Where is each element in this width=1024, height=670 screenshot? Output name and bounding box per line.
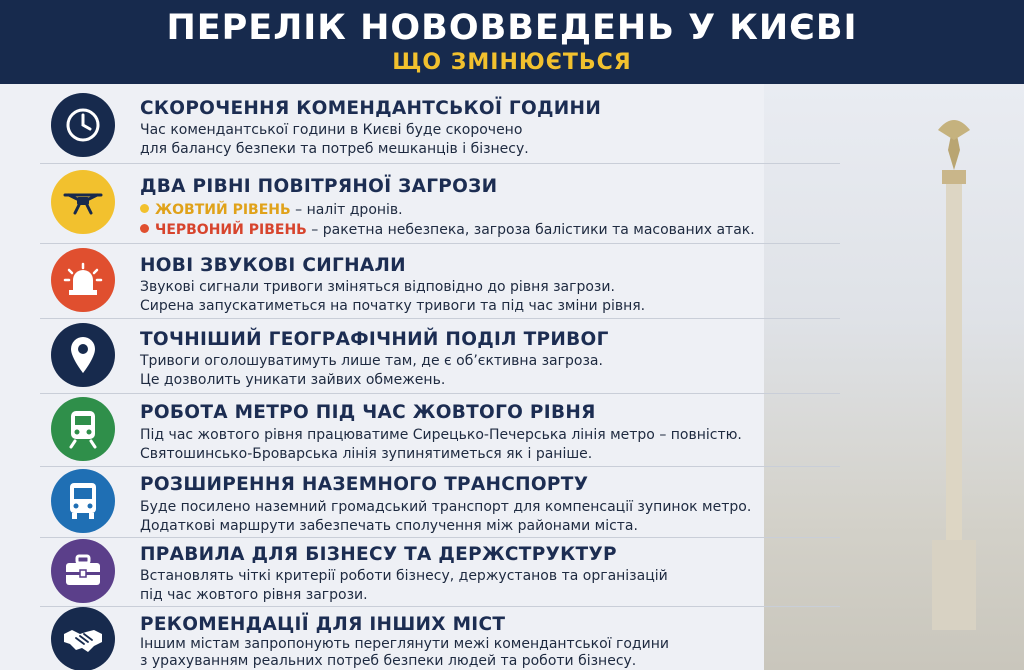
divider	[40, 318, 840, 319]
metro-train-icon	[51, 397, 115, 461]
bus-icon	[51, 469, 115, 533]
divider	[40, 243, 840, 244]
item-text: Тривоги оголошуватимуть лише там, де є об’єктивна загроза.	[140, 353, 603, 369]
item-text: Додаткові маршрути забезпечать сполучення між районами міста.	[140, 518, 638, 534]
item-title: НОВІ ЗВУКОВІ СИГНАЛИ	[140, 255, 406, 276]
item-title: ДВА РІВНІ ПОВІТРЯНОЇ ЗАГРОЗИ	[140, 176, 498, 197]
yellow-dot-icon	[140, 204, 149, 213]
item-text: під час жовтого рівня загрози.	[140, 587, 368, 603]
list-item	[40, 166, 840, 242]
item-text: Під час жовтого рівня працюватиме Сирецько-Печерська лінія метро – повністю.	[140, 427, 742, 443]
yellow-level-label: ЖОВТИЙ РІВЕНЬ	[155, 202, 291, 218]
location-pin-icon	[51, 323, 115, 387]
page-title: ПЕРЕЛІК НОВОВВЕДЕНЬ У КИЄВІ	[166, 8, 858, 48]
drone-icon	[51, 170, 115, 234]
list-item	[40, 538, 840, 608]
header-banner	[0, 0, 1024, 84]
divider	[40, 393, 840, 394]
item-title: ТОЧНІШИЙ ГЕОГРАФІЧНИЙ ПОДІЛ ТРИВОГ	[140, 329, 609, 350]
item-text: для балансу безпеки та потреб мешканців і бізнесу.	[140, 141, 529, 157]
item-text: Час комендантської години в Києві буде скорочено	[140, 122, 523, 138]
clock-icon	[51, 93, 115, 157]
red-level-text: – ракетна небезпека, загроза балістики та масованих атак.	[306, 222, 755, 238]
independence-monument-image	[924, 110, 984, 630]
item-title: РОЗШИРЕННЯ НАЗЕМНОГО ТРАНСПОРТУ	[140, 474, 589, 495]
yellow-level-text: – наліт дронів.	[290, 202, 403, 218]
red-level-label: ЧЕРВОНИЙ РІВЕНЬ	[155, 222, 307, 238]
list-item	[40, 321, 840, 393]
list-item	[40, 468, 840, 540]
item-title: ПРАВИЛА ДЛЯ БІЗНЕСУ ТА ДЕРЖСТРУКТУР	[140, 544, 617, 565]
item-title: РОБОТА МЕТРО ПІД ЧАС ЖОВТОГО РІВНЯ	[140, 402, 596, 423]
item-text: Встановлять чіткі критерії роботи бізнесу, держустанов та організацій	[140, 568, 668, 584]
item-text: Святошинсько-Броварська лінія зупинятиметься як і раніше.	[140, 446, 593, 462]
handshake-icon	[51, 607, 115, 670]
item-text: Звукові сигнали тривоги зміняться відповідно до рівня загрози.	[140, 279, 615, 295]
item-text: Іншим містам запропонують переглянути межі комендантської години	[140, 636, 669, 652]
list-item	[40, 90, 840, 162]
red-level-line	[140, 222, 755, 238]
item-title: СКОРОЧЕННЯ КОМЕНДАНТСЬКОЇ ГОДИНИ	[140, 98, 602, 119]
page-subtitle: ЩО ЗМІНЮЄТЬСЯ	[392, 50, 632, 75]
briefcase-icon	[51, 539, 115, 603]
item-text: Сирена запускатиметься на початку тривоги та під час зміни рівня.	[140, 298, 646, 314]
item-text: з урахуванням реальних потреб безпеки людей та роботи бізнесу.	[140, 653, 637, 669]
divider	[40, 163, 840, 164]
list-item	[40, 396, 840, 468]
list-item	[40, 245, 840, 317]
item-title: РЕКОМЕНДАЦІЇ ДЛЯ ІНШИХ МІСТ	[140, 614, 506, 635]
item-text: Буде посилено наземний громадський транспорт для компенсації зупинок метро.	[140, 499, 752, 515]
item-text: Це дозволить уникати зайвих обмежень.	[140, 372, 446, 388]
siren-icon	[51, 248, 115, 312]
yellow-level-line	[140, 202, 403, 218]
divider	[40, 466, 840, 467]
red-dot-icon	[140, 224, 149, 233]
list-item	[40, 606, 840, 670]
